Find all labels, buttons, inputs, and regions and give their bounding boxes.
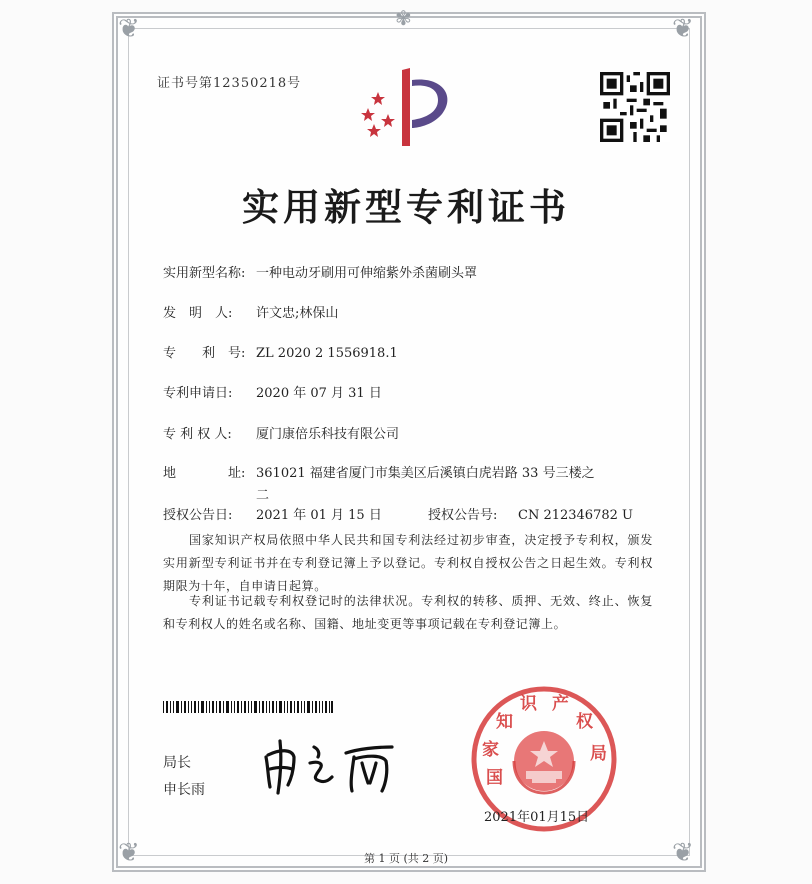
- filing-date-value: 2020 年 07 月 31 日: [256, 386, 382, 401]
- svg-text:家: 家: [482, 740, 499, 760]
- barcode-icon: [163, 701, 333, 713]
- grant-date-label: 授权公告日:: [163, 508, 233, 523]
- issue-date: 2021年01月15日: [484, 810, 590, 825]
- grant-number-value: CN 212346782 U: [518, 508, 633, 523]
- patent-number-value: ZL 2020 2 1556918.1: [256, 346, 398, 361]
- svg-text:识: 识: [520, 694, 537, 714]
- inventor-row: [163, 302, 338, 321]
- patentee-label: 专 利 权 人:: [163, 427, 232, 442]
- svg-text:国: 国: [486, 768, 503, 788]
- filing-date-row: [163, 382, 382, 401]
- utility-model-name-value: 一种电动牙刷用可伸缩紫外杀菌刷头罩: [256, 266, 478, 281]
- corner-ornament-icon: ❦: [672, 838, 694, 868]
- inventor-label: 发 明 人:: [163, 306, 233, 321]
- top-ornament-icon: ✾: [395, 6, 412, 30]
- patentee-row: [163, 423, 399, 442]
- patentee-value: 厦门康倍乐科技有限公司: [256, 427, 400, 442]
- svg-text:权: 权: [576, 712, 593, 732]
- svg-text:局: 局: [590, 744, 607, 764]
- svg-text:知: 知: [496, 712, 513, 732]
- corner-ornament-icon: ❦: [672, 14, 694, 44]
- director-name: 申长雨: [163, 782, 205, 798]
- address-label: 地 址:: [163, 466, 246, 481]
- corner-ornament-icon: ❦: [118, 838, 140, 868]
- svg-text:产: 产: [552, 694, 569, 714]
- patent-number-label: 专 利 号:: [163, 346, 246, 361]
- address-value: 361021 福建省厦门市集美区后溪镇白虎岩路 33 号三楼之: [256, 466, 595, 481]
- patent-number-row: [163, 342, 398, 361]
- legal-paragraph-2: 专利证书记载专利权登记时的法律状况。专利权的转移、质押、无效、终止、恢复和专利权人的姓名或名称、国籍、地址变更等事项记载在专利登记簿上。: [163, 594, 653, 631]
- grant-row: [163, 504, 633, 523]
- director-title: 局长: [163, 755, 191, 771]
- address-value-continued: 二: [256, 488, 270, 503]
- address-row: [163, 462, 595, 481]
- filing-date-label: 专利申请日:: [163, 386, 233, 401]
- utility-model-name-label: 实用新型名称:: [163, 266, 246, 281]
- page-number: 第 1 页 (共 2 页): [363, 852, 449, 865]
- inventor-value: 许文忠;林保山: [256, 306, 339, 321]
- qr-code-icon: [600, 72, 670, 142]
- certificate-number: 证书号第12350218号: [157, 76, 302, 91]
- legal-paragraph-1: 国家知识产权局依照中华人民共和国专利法经过初步审查，决定授予专利权，颁发实用新型专利证书并在专利登记簿上予以登记。专利权自授权公告之日起生效。专利权期限为十年，自申请日起算。: [163, 533, 653, 593]
- cnipa-logo-icon: [354, 62, 464, 148]
- corner-ornament-icon: ❦: [118, 14, 140, 44]
- utility-model-name-row: [163, 262, 477, 281]
- handwritten-signature: [258, 735, 408, 795]
- certificate-title: 实用新型专利证书: [242, 186, 570, 229]
- grant-date-value: 2021 年 01 月 15 日: [256, 508, 382, 523]
- grant-number-label: 授权公告号:: [428, 508, 498, 523]
